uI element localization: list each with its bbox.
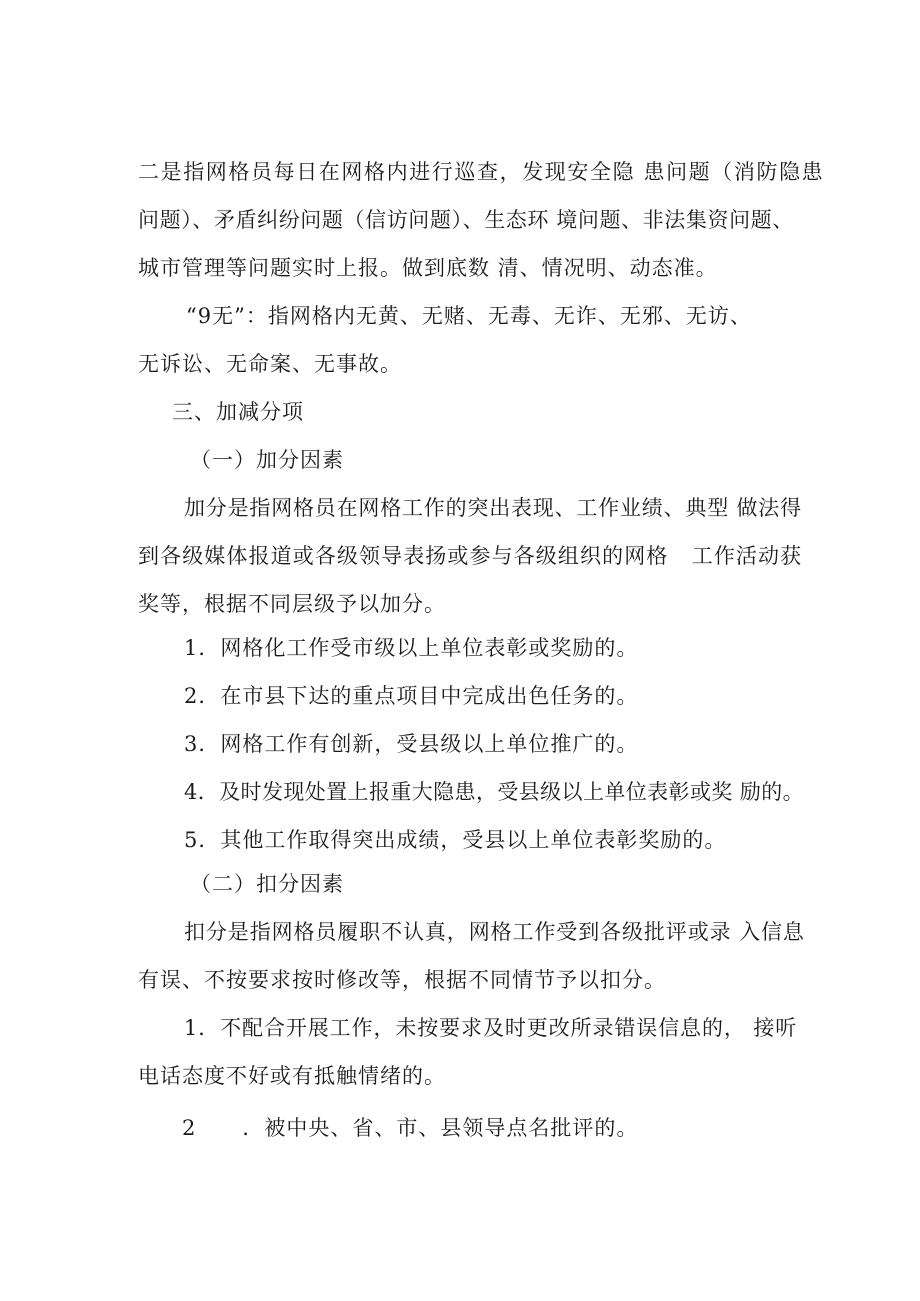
list-item-bonus-4: 4．及时发现处置上报重大隐患，受县级以上单位表彰或奖 励的。	[184, 780, 805, 804]
list-item-bonus-5: 5．其他工作取得突出成绩，受县以上单位表彰奖励的。	[184, 828, 727, 852]
text-line-17: 扣分是指网格员履职不认真，网格工作受到各级批评或录 入信息	[184, 920, 805, 944]
text-line-3: 城市管理等问题实时上报。做到底数 清、情况明、动态准。	[138, 256, 718, 280]
text-line-1: 二是指网格员每日在网格内进行巡查，发现安全隐 患问题（消防隐患	[138, 160, 825, 184]
text-line-9: 到各级媒体报道或各级领导表扬或参与各级组织的网格 工作活动获	[138, 544, 803, 568]
section-heading: 三、加减分项	[172, 400, 304, 424]
list-item-bonus-3: 3．网格工作有创新，受县级以上单位推广的。	[184, 732, 639, 756]
list-item-deduction-2: 2 ．被中央、省、市、县领导点名批评的。	[182, 1116, 639, 1140]
list-item-bonus-1: 1．网格化工作受市级以上单位表彰或奖励的。	[184, 636, 639, 660]
text-line-2: 问题）、矛盾纠纷问题（信访问题）、生态环 境问题、非法集资问题、	[138, 208, 794, 232]
text-line-5: 无诉讼、无命案、无事故。	[138, 352, 402, 376]
text-line-10: 奖等，根据不同层级予以加分。	[138, 592, 446, 616]
text-line-8: 加分是指网格员在网格工作的突出表现、工作业绩、典型 做法得	[184, 496, 802, 520]
list-item-deduction-1: 1．不配合开展工作，未按要求及时更改所录错误信息的， 接听	[184, 1016, 798, 1040]
subsection-heading-deduction: （二）扣分因素	[190, 872, 344, 896]
subsection-heading-bonus: （一）加分因素	[190, 448, 344, 472]
list-item-bonus-2: 2．在市县下达的重点项目中完成出色任务的。	[184, 684, 639, 708]
text-line-18: 有误、不按要求按时修改等，根据不同情节予以扣分。	[138, 968, 666, 992]
text-line-20: 电话态度不好或有抵触情绪的。	[138, 1064, 446, 1088]
text-line-4: “9无”：指网格内无黄、无赌、无毒、无诈、无邪、无访、	[186, 304, 752, 328]
